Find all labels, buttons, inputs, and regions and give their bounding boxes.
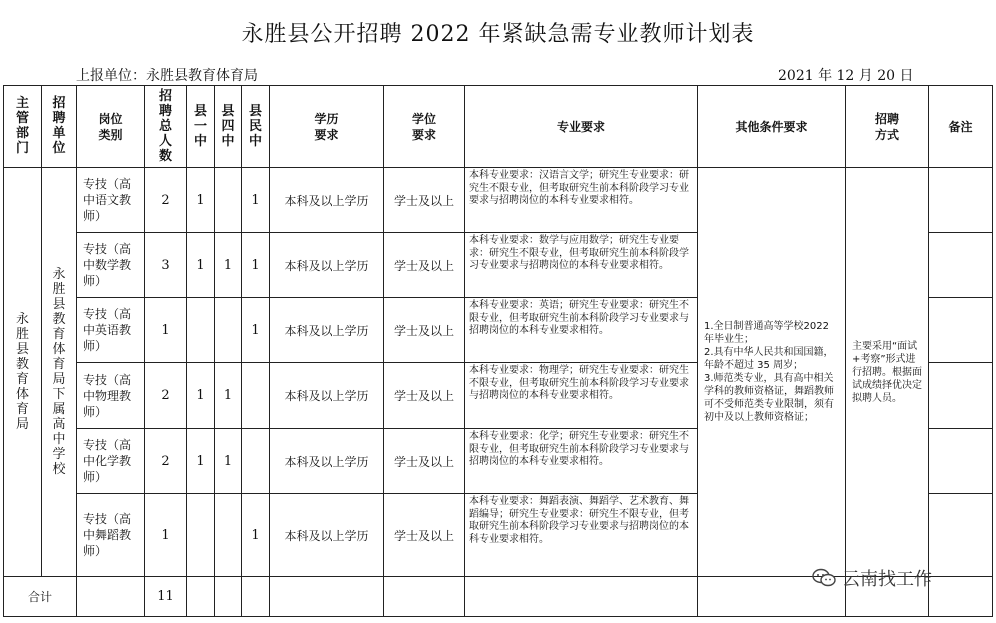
position-cell: 专技（高中舞蹈教师） [77, 494, 145, 577]
empty-cell [215, 577, 242, 617]
recruit-method-cell: 主要采用“面试+考察”形式进行招聘。根据面试成绩择优决定拟聘人员。 [846, 168, 929, 577]
major-cell: 本科专业要求：汉语言文学；研究生专业要求：研究生不限专业，但考取研究生前本科阶段学习专业要求与招聘岗位的本科专业要求相符。 [465, 168, 698, 233]
school-1-cell [187, 494, 215, 577]
major-cell: 本科专业要求：数学与应用数学；研究生专业要求：研究生不限专业，但考取研究生前本科阶段学习专业要求与招聘岗位的本科专业要求相符。 [465, 233, 698, 298]
header-position: 岗位类别 [77, 86, 145, 168]
other-conditions-cell: 1.全日制普通高等学校2022 年毕业生； 2.具有中华人民共和国国籍，年龄不超过 35 周岁； 3.师范类专业，具有高中相关学科的教师资格证，舞蹈教师可不受师范类专业限制，须有初中及以上教师资格证； [698, 168, 846, 577]
empty-cell [465, 577, 698, 617]
school-4-cell: 1 [215, 429, 242, 494]
wechat-icon [812, 568, 836, 588]
major-cell: 本科专业要求：物理学；研究生专业要求：研究生不限专业，但考取研究生前本科阶段学习专业要求与招聘岗位的本科专业要求相符。 [465, 363, 698, 429]
degree-cell: 学士及以上 [384, 298, 465, 363]
header-other: 其他条件要求 [698, 86, 846, 168]
header-supervisor: 主管部门 [4, 86, 42, 168]
empty-cell [929, 577, 993, 617]
remark-cell [929, 168, 993, 233]
total-cell: 2 [145, 429, 187, 494]
empty-cell [384, 577, 465, 617]
header-row [4, 86, 993, 168]
school-4-cell: 1 [215, 363, 242, 429]
total-label: 合计 [4, 577, 77, 617]
major-cell: 本科专业要求：舞蹈表演、舞蹈学、艺术教育、舞蹈编导；研究生专业要求：研究生不限专业，但考取研究生前本科阶段学习专业要求与招聘岗位的本科专业要求相符。 [465, 494, 698, 577]
school-4-cell [215, 298, 242, 363]
school-4-cell [215, 168, 242, 233]
education-cell: 本科及以上学历 [270, 298, 384, 363]
remark-cell [929, 363, 993, 429]
education-cell: 本科及以上学历 [270, 494, 384, 577]
school-min-cell: 1 [242, 168, 270, 233]
total-cell: 2 [145, 363, 187, 429]
position-cell: 专技（高中物理教师） [77, 363, 145, 429]
school-4-cell: 1 [215, 233, 242, 298]
school-1-cell: 1 [187, 233, 215, 298]
total-cell: 1 [145, 298, 187, 363]
header-education: 学历 要求 [270, 86, 384, 168]
position-cell: 专技（高中数学教师） [77, 233, 145, 298]
school-min-cell: 1 [242, 298, 270, 363]
report-date: 2021 年 12 月 20 日 [778, 68, 914, 84]
header-method: 招聘 方式 [846, 86, 929, 168]
header-school-min: 县民中 [242, 86, 270, 168]
total-cell: 1 [145, 494, 187, 577]
header-recruit-unit: 招聘单位 [42, 86, 77, 168]
education-cell: 本科及以上学历 [270, 429, 384, 494]
empty-cell [270, 577, 384, 617]
header-major: 专业要求 [465, 86, 698, 168]
degree-cell: 学士及以上 [384, 363, 465, 429]
header-school-1: 县一中 [187, 86, 215, 168]
header-remark: 备注 [929, 86, 993, 168]
recruit-unit-cell: 永胜县教育体育局下属高中学校 [42, 168, 77, 577]
major-cell: 本科专业要求：化学；研究生专业要求：研究生不限专业，但考取研究生前本科阶段学习专业要求与招聘岗位的本科专业要求相符。 [465, 429, 698, 494]
school-1-cell: 1 [187, 363, 215, 429]
education-cell: 本科及以上学历 [270, 363, 384, 429]
remark-cell [929, 298, 993, 363]
recruitment-plan-table [3, 85, 993, 617]
degree-cell: 学士及以上 [384, 494, 465, 577]
school-min-cell: 1 [242, 233, 270, 298]
watermark-text: 云南找工作 [842, 569, 932, 590]
remark-cell [929, 494, 993, 577]
total-cell: 3 [145, 233, 187, 298]
school-min-cell [242, 429, 270, 494]
header-degree: 学位 要求 [384, 86, 465, 168]
header-total: 招聘总人数 [145, 86, 187, 168]
empty-cell [242, 577, 270, 617]
position-cell: 专技（高中英语教师） [77, 298, 145, 363]
empty-cell [187, 577, 215, 617]
school-1-cell: 1 [187, 168, 215, 233]
table-row [4, 168, 993, 233]
degree-cell: 学士及以上 [384, 233, 465, 298]
school-1-cell [187, 298, 215, 363]
remark-cell [929, 429, 993, 494]
header-school-4: 县四中 [215, 86, 242, 168]
school-1-cell: 1 [187, 429, 215, 494]
school-min-cell: 1 [242, 494, 270, 577]
position-cell: 专技（高中化学教师） [77, 429, 145, 494]
page-title: 永胜县公开招聘 2022 年紧缺急需专业教师计划表 [241, 22, 755, 47]
total-cell: 2 [145, 168, 187, 233]
position-cell: 专技（高中语文教师） [77, 168, 145, 233]
education-cell: 本科及以上学历 [270, 233, 384, 298]
education-cell: 本科及以上学历 [270, 168, 384, 233]
remark-cell [929, 233, 993, 298]
degree-cell: 学士及以上 [384, 168, 465, 233]
degree-cell: 学士及以上 [384, 429, 465, 494]
major-cell: 本科专业要求：英语；研究生专业要求：研究生不限专业，但考取研究生前本科阶段学习专业要求与招聘岗位的本科专业要求相符。 [465, 298, 698, 363]
school-4-cell [215, 494, 242, 577]
total-value: 11 [145, 577, 187, 617]
supervisor-cell: 永胜县教育体育局 [4, 168, 42, 577]
school-min-cell [242, 363, 270, 429]
total-empty-cell [77, 577, 145, 617]
report-unit: 上报单位：永胜县教育体育局 [76, 68, 258, 84]
watermark [812, 565, 932, 591]
